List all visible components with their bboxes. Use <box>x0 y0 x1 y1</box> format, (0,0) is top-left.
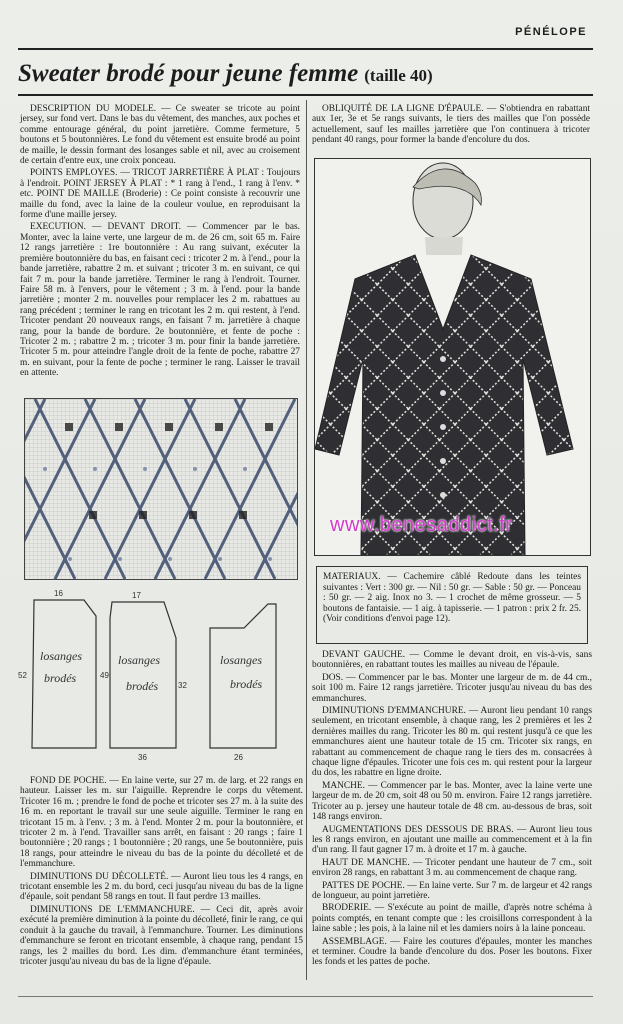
left-column <box>20 104 300 381</box>
obliquite-text: OBLIQUITÉ DE LA LIGNE D'ÉPAULE. — S'obtiendra en rabattant aux 1er, 3e et 5e rangs suivants, le tiers des mailles que l'on possède actuellement, sauf les mailles jarretière que l'on continuera à tricoter pendant 40 rangs, pour former la bande d'encolure du dos. <box>312 104 590 146</box>
title-rule <box>18 94 593 96</box>
title-size: (taille 40) <box>364 66 433 85</box>
manche-text: MANCHE. — Commencer par le bas. Monter, avec la laine verte une largeur de m. de 20 cm, soit 48 ou 50 m. environ. Faire 12 rangs jarretière. Tricoter au p. jersey une hauteur totale de 48 cm. au-dessous de bras, soit 148 rangs environ. <box>312 780 592 823</box>
pattes-text: PATTES DE POCHE. — En laine verte. Sur 7 m. de largeur et 42 rangs de longueur, au point jarretière. <box>312 880 592 901</box>
assemblage-text: ASSEMBLAGE. — Faire les coutures d'épaules, monter les manches et terminer. Coudre la bande d'encolure du dos. Poser les boutons. Fixer les fonds et les pattes de poche. <box>312 936 592 968</box>
dos-text: DOS. — Commencer par le bas. Monter une largeur de m. de 44 cm., soit 100 m. Faire 12 rangs jarretière. Tricoter jusqu'au niveau du bas des emmanchures. <box>312 672 592 704</box>
augmentations-text: AUGMENTATIONS DES DESSOUS DE BRAS. — Auront lieu tous les 8 rangs environ, en ajoutant une maille au commencement et à la fin d'un rang. Il faut gagner 17 m. à droite et 17 m. à gauche. <box>312 824 592 856</box>
haut-manche-text: HAUT DE MANCHE. — Tricoter pendant une hauteur de 7 cm., soit environ 28 rangs, en rabattant 3 m. au commencement de chaque rang. <box>312 857 592 879</box>
materials-text: MATERIAUX. — Cachemire câblé Redoute dans les teintes suivantes : Vert : 300 gr. — Nil : 50 gr. — Sable : 50 gr. — Ponceau : 50 gr. — 2 aig. Inox no 3. — 1 crochet de même grosseur. — 5 boutons de fantaisie. — 1 aig. à tapisserie. — 1 patron : prix 2 fr. 25. (Voir conditions d'envoi page 12). <box>323 572 581 625</box>
execution-heading: EXECUTION. <box>30 222 86 233</box>
magazine-name: PÉNÉLOPE <box>515 26 587 38</box>
label-losanges-2: losanges <box>118 653 160 667</box>
points-text: — TRICOT JARRETIÈRE À PLAT : Toujours à l'endroit. POINT JERSEY À PLAT : * 1 rang à l'end., 1 rang à l'env. * etc. POINT DE MAILLE (Broderie) : Ce point consiste à recouvrir une maille du fond, avec la laine de la couleur voulue, en reproduisant la forme d'une maille jersey. <box>20 168 300 221</box>
right-column-lower <box>312 650 592 970</box>
points-heading: POINTS EMPLOYES. <box>30 168 118 179</box>
dim-emmanchure-text: DIMINUTIONS DE L'EMMANCHURE. — Ceci dit, après avoir exécuté la première diminution à la pointe du décolleté, finir le rang, ce qui conduit à la gauche du travail, à l'emmanchure. Tourner. Les diminutions d'emmanchure se feront en tricotant ensemble, à chaque rang, pendant 15 rangs, les 2 mailles du bord. Les dim. d'emmanchure étant terminées, tricoter jusqu'au niveau du bas de la ligne d'épaule. <box>20 904 303 967</box>
materials-box <box>316 566 588 644</box>
top-rule <box>18 48 593 50</box>
sweater-illustration <box>315 159 590 555</box>
dim-17: 17 <box>132 591 141 600</box>
dim-36: 36 <box>138 753 147 762</box>
pattern-pieces <box>14 588 306 768</box>
execution-text: — DEVANT DROIT. — Commencer par le bas. Monter, avec la laine verte, une largeur de m. de 26 cm, soit 65 m. Faire 12 rangs jarretière : 1re boutonnière : Au rang suivant, exécuter la première boutonnière du bas, en faisant ceci : tricoter 2 m. à l'end., pour la bande jarretière, rabattre 2 m. et suivant ; tricoter 3 m. en suivant, ce qui fait 7 m. pour la bande jarretière. Terminer le rang à l'endroit. Tourner. Faire 58 m. à l'envers, pour le vêtement ; 3 m. à l'end. pour la bande jarretière ; monter 2 m. nouvelles pour remplacer les 2 m. rabattues au rang précédent ; terminer le rang en tricotant les 2 m. qui restent, à l'end. Tricoter pendant 20 nouveaux rangs, en faisant 7 m. jarretière à chaque rang, pour la bande de bordure. 2e boutonnière, et fente de poche : Tricoter 2 m. ; rabattre 2 m. ; tricoter 3 m. pour finir la bande jarretière. Tricoter 5 m. pour atteindre l'angle droit de la fente de poche, rabattre 27 m. en suivant, pour la fente de poche ; terminer le rang. Laisser le travail en attente. <box>20 222 301 379</box>
label-losanges-3: losanges <box>220 653 262 667</box>
description-heading: DESCRIPTION DU MODELE. <box>30 104 157 114</box>
page-title <box>18 58 593 92</box>
watermark-text: www.benesaddict.fr <box>330 514 513 536</box>
broderie-text: BRODERIE. — S'exécute au point de maille, d'après notre schéma à points comptés, en tenant compte que : les croisillons correspondent à la laine sable ; les pois, à la laine nil et les damiers noirs à la laine ponceau. <box>312 903 592 935</box>
column-separator <box>306 100 307 980</box>
dim-emm-text: DIMINUTIONS D'EMMANCHURE. — Auront lieu pendant 10 rangs seulement, en tricotant ensemble, à chaque rang, les 2 premières et les 2 dernières mailles du rang. Tricoter les 80 m. qui restent jusqu'à ce que les emmanchures aient une hauteur totale de 15 cm. Tricoter six rangs, en rabattant au commencement de chaque rang le tiers des m. consacrées à chaque ligne d'épaules. Tricoter une fois ces m. qui restent pour la largeur du dos, les rabattre en ligne droite. <box>312 706 592 779</box>
dim-decollete-text: DIMINUTIONS DU DÉCOLLETÉ. — Auront lieu tous les 4 rangs, en tricotant ensemble les 2 m. du bord, ceci jusqu'au niveau du bas de la ligne d'épaule, soit pendant 58 rangs en tout. Il faut perdre 13 mailles. <box>20 871 303 903</box>
footer-rule <box>18 996 593 997</box>
embroidery-grid <box>25 399 297 579</box>
description-text: — Ce sweater se tricote au point jersey, sur fond vert. Dans le bas du vêtement, des manches, aux poches et comme entourage général, du point jarretière. Comme fermeture, 5 boutons et 5 boutonnières. Le fond du vêtement est ensuite brodé au point de maille, le dessin formant des losanges sable et nil, avec au croisement de certain d'entre eux, une croix ponceau. <box>20 104 301 167</box>
label-brodes-3: brodés <box>230 677 263 691</box>
pattern-piece-back <box>110 602 176 748</box>
label-brodes-1: brodés <box>44 671 77 685</box>
left-column-lower <box>20 776 303 969</box>
pattern-drawing <box>14 588 306 768</box>
dim-52: 52 <box>18 671 27 680</box>
embroidery-chart <box>24 398 298 580</box>
right-column-top <box>312 104 590 148</box>
devant-gauche-text: DEVANT GAUCHE. — Comme le devant droit, en vis-à-vis, sans boutonnières, en rabattant toutes les mailles au niveau de l'épaule. <box>312 650 592 671</box>
dim-26: 26 <box>234 753 243 762</box>
label-brodes-2: brodés <box>126 679 159 693</box>
fond-poche-text: FOND DE POCHE. — En laine verte, sur 27 m. de larg. et 22 rangs en hauteur. Laisser les m. sur l'aiguille. Reprendre le corps du vêtement. Tricoter 16 m. ; prendre le fond de poche et tricoter ses 27 m. à la suite des 16 m. en reportant le travail sur une seule aiguille. Terminer le rang en tricotant 15 m. à l'env. ; 3 m. à l'end. Monter 2 m. pour la boutonnière, et tricoter 2 m. à l'end. Travailler sans arrêt, en faisant : 20 rangs ; faire 1 boutonnière ; 20 rangs ; 1 boutonnière ; 20 rangs, une 5e boutonnière, puis 18 rangs, pour atteindre le niveau du bas de la pointe du décolleté et de l'emmanchure. <box>20 776 303 870</box>
dim-16: 16 <box>54 589 63 598</box>
dim-49: 49 <box>100 671 109 680</box>
dim-32: 32 <box>178 681 187 690</box>
sweater-photo <box>314 158 591 556</box>
title-text: Sweater brodé pour jeune femme <box>18 60 359 87</box>
label-losanges-1: losanges <box>40 649 82 663</box>
pattern-piece-front <box>210 604 276 748</box>
